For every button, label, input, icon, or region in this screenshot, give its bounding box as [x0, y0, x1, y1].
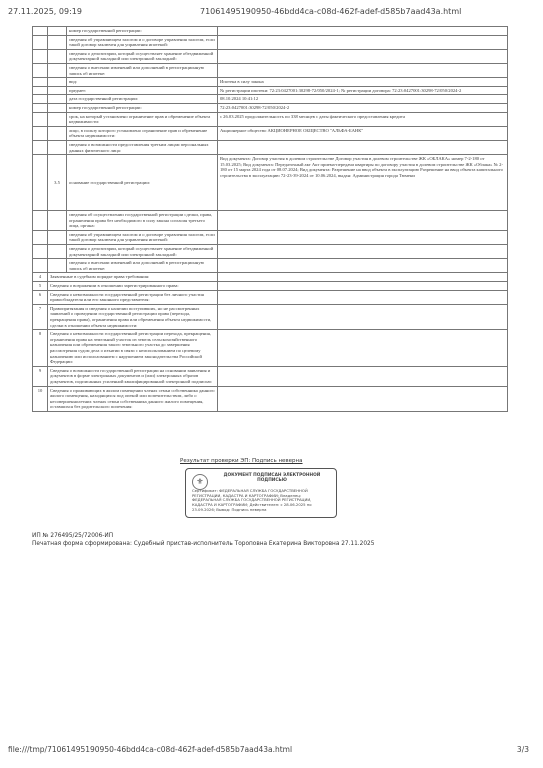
row-value — [218, 366, 508, 386]
row-label: сведения о депозитарии, который осуществляет хранение обездвиженной документарной закладной или электронной закладной: — [67, 49, 218, 63]
electronic-signature-stamp — [185, 468, 337, 518]
row-label: вид: — [67, 78, 218, 87]
row-label: сведения об управляющем залогом и о договоре управления залогом, если такой договор заключен для управления ипотекой: — [67, 230, 218, 244]
row-value — [218, 49, 508, 63]
row-label: сведения о депозитарии, который осуществляет хранение обездвиженной документарной закладной или электронной закладной: — [67, 245, 218, 259]
row-value — [218, 290, 508, 304]
row-number: 6 — [33, 290, 48, 304]
row-label: предмет: — [67, 86, 218, 95]
row-value: Ипотека в силу закона — [218, 78, 508, 87]
page-number: 3/3 — [516, 745, 529, 754]
row-number: 9 — [33, 366, 48, 386]
table-row — [33, 282, 508, 291]
table-row — [33, 230, 508, 244]
table-row — [33, 386, 508, 411]
table-row — [33, 304, 508, 329]
row-value: Вид документа: Договор участия в долевом строительстве Договор участия в долевом строительстве ЖК «ОБЛАКА» номер 7-2-180 от 15.03.2025; Вид документа: Передаточный акт Акт приема-передачи квартиры по договору участия в долевом строительстве ЖК «Облака» № 2-180 от 15 марта 2024 года от 08.07.2024; Вид документа: Разрешение на ввод объекта в эксплуатацию Разрешение на ввод объекта капитального строительства в эксплуатацию 72-23-39-2024 от 10.06.2024, выдан: Администрация города Тюмени — [218, 155, 508, 211]
row-value — [218, 35, 508, 49]
row-value: с 26.03.2025 продолжительность по 338 месяцев с даты фактического предоставления кредита — [218, 112, 508, 126]
row-label: основание государственной регистрации: — [67, 155, 218, 211]
row-label: сведения об осуществлении государственной регистрации сделки, права, ограничения права без необходимого в силу закона согласия третьего лица, органа: — [67, 211, 218, 231]
table-row — [33, 86, 508, 95]
row-label: Сведения о невозможности государственной регистрации перехода, прекращения, ограничения права на земельный участок из земель сельскохозяйственного назначения или обременения такого земельного участка до завершения рассмотрения судом дела о изъятии в связи с неиспользованием по целевому назначению или использованием с нарушением законодательства Российской Федерации: — [48, 330, 218, 367]
row-label: номер государственной регистрации: — [67, 27, 218, 36]
row-label: сведения о внесении изменений или дополнений в регистрационную запись об ипотеке: — [67, 259, 218, 273]
stamp-certificate-info: Сертификат: ФЕДЕРАЛЬНАЯ СЛУЖБА ГОСУДАРСТВЕННОЙ РЕГИСТРАЦИИ, КАДАСТРА И КАРТОГРАФИИ; Владелец: ФЕДЕРАЛЬНАЯ СЛУЖБА ГОСУДАРСТВЕННОЙ РЕГИСТРАЦИИ, КАДАСТРА И КАРТОГРАФИИ; Действителен: с 28.06.2025 по 23.09.2026; Вывод: Подпись неверна — [192, 488, 312, 512]
enforcement-case-number: ИП № 276495/25/72006-ИП — [32, 533, 114, 539]
row-number: 4 — [33, 273, 48, 282]
registry-extract-table — [32, 26, 508, 412]
table-row — [33, 49, 508, 63]
table-row — [33, 78, 508, 87]
row-value — [218, 63, 508, 77]
table-row — [33, 126, 508, 140]
table-row — [33, 112, 508, 126]
row-label: Сведения о невозможности государственной регистрации без личного участия правообладателя или его законного представителя: — [48, 290, 218, 304]
row-value: Акционерное общество АКЦИОНЕРНОЕ ОБЩЕСТВО "АЛЬФА-БАНК" — [218, 126, 508, 140]
row-label: Сведения о возможности государственной регистрации на основании заявления и документов в форме электронных документов и (или) электронных образов документов, подписанных усиленной квалифицированной электронной подписью: — [48, 366, 218, 386]
table-row — [33, 103, 508, 112]
row-value — [218, 330, 508, 367]
table-row — [33, 95, 508, 104]
row-label: сведения об управляющем залогом и о договоре управления залогом, если такой договор заключен для управления ипотекой: — [67, 35, 218, 49]
row-number: 10 — [33, 386, 48, 411]
row-label: сведения о внесении изменений или дополнений в регистрационную запись об ипотеке: — [67, 63, 218, 77]
row-value — [218, 245, 508, 259]
row-label: Заявленные в судебном порядке права требования: — [48, 273, 218, 282]
row-value — [218, 140, 508, 154]
stamp-heading: ДОКУМЕНТ ПОДПИСАН ЭЛЕКТРОННОЙ ПОДПИСЬЮ — [223, 473, 321, 484]
row-label: Сведения о проживающих в жилом помещении членах семьи собственника данного жилого помещения, находящихся под опекой или попечительством, либо о несовершеннолетних членах семьи собственника данного жилого помещения, оставшихся без родительского попечения: — [48, 386, 218, 411]
row-label: номер государственной регистрации: — [67, 103, 218, 112]
file-path: file:///tmp/71061495190950-46bdd4ca-c08d-462f-adef-d585b7aad43a.html — [8, 745, 293, 754]
row-value: 72:23:0427001:30298-72/050/2024-2 — [218, 103, 508, 112]
row-label: лицо, в пользу которого установлено ограничение прав и обременение объекта недвижимости: — [67, 126, 218, 140]
table-row — [33, 273, 508, 282]
row-label: Правопритязания и сведения о наличии поступивших, но не рассмотренных заявлений о проведении государственной регистрации права (перехода, прекращения права), ограничения права или обременения объекта недвижимости, сделки в отношении объекта недвижимости: — [48, 304, 218, 329]
row-value — [218, 211, 508, 231]
row-number: 5 — [33, 282, 48, 291]
table-row — [33, 366, 508, 386]
row-value: № регистрации ипотеки: 72:23:0427001:30298-72/050/2024-1; № регистрации договора: 72:23:0427001:30298-72/050/2024-2 — [218, 86, 508, 95]
row-value: 08.10.2024 10:41:12 — [218, 95, 508, 104]
print-datetime: 27.11.2025, 09:19 — [8, 7, 82, 16]
emblem-icon: ⚜ — [192, 474, 208, 490]
table-row — [33, 290, 508, 304]
table-row — [33, 245, 508, 259]
row-label: срок, на который установлено ограничение прав и обременение объекта недвижимости: — [67, 112, 218, 126]
row-number: 7 — [33, 304, 48, 329]
table-row — [33, 140, 508, 154]
row-value — [218, 386, 508, 411]
table-row — [33, 211, 508, 231]
row-label: дата государственной регистрации: — [67, 95, 218, 104]
table-row — [33, 27, 508, 36]
print-doc-title: 71061495190950-46bdd4ca-c08d-462f-adef-d585b7aad43a.html — [200, 7, 462, 16]
row-value — [218, 273, 508, 282]
table-row — [33, 259, 508, 273]
row-label: сведения о возможности предоставления третьим лицам персональных данных физического лица: — [67, 140, 218, 154]
row-value — [218, 230, 508, 244]
row-value — [218, 304, 508, 329]
row-value — [218, 27, 508, 36]
section-number: 3.5 — [48, 155, 67, 211]
row-value — [218, 259, 508, 273]
printed-form-author: Печатная форма сформирована: Судебный пристав-исполнитель Тороповна Екатерина Викторовна 27.11.2025 — [32, 541, 375, 547]
table-row — [33, 35, 508, 49]
row-number: 8 — [33, 330, 48, 367]
row-value — [218, 282, 508, 291]
table-row-basis — [33, 155, 508, 211]
row-label: Сведения о возражении в отношении зарегистрированного права: — [48, 282, 218, 291]
table-row — [33, 63, 508, 77]
table-row — [33, 330, 508, 367]
signature-check-result: Результат проверки ЭП: Подпись неверна — [180, 458, 303, 464]
